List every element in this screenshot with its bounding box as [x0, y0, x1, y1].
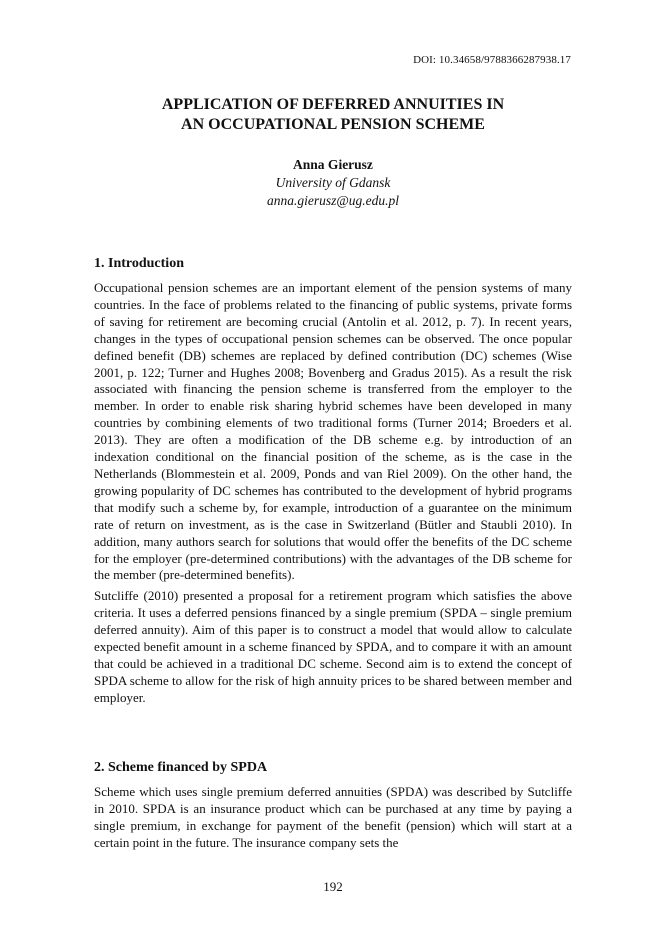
- doi-label: DOI: 10.34658/9788366287938.17: [413, 54, 571, 66]
- paper-title: [80, 95, 586, 135]
- section-heading-introduction: 1. Introduction: [94, 256, 184, 271]
- author-block: [80, 156, 586, 210]
- paragraph: Sutcliffe (2010) presented a proposal for a retirement program which satisfies the above criteria. It uses a deferred pensions financed by a single premium (SPDA – single premium deferred annuity). Aim of this paper is to construct a model that would allow to calculate expected benefit amount in a scheme financed by SPDA, and to compare it with an amount that could be achieved in a traditional DC scheme. Second aim is to extend the concept of SPDA scheme to allow for the risk of high annuity prices to be shared between member and employer.: [94, 588, 572, 705]
- scheme-body: [94, 784, 572, 852]
- title-line-2: AN OCCUPATIONAL PENSION SCHEME: [181, 116, 485, 133]
- author-email[interactable]: anna.gierusz@ug.edu.pl: [266, 193, 400, 208]
- title-line-1: APPLICATION OF DEFERRED ANNUITIES IN: [161, 96, 505, 113]
- section-heading-scheme-spda: 2. Scheme financed by SPDA: [94, 760, 268, 775]
- introduction-body: [94, 280, 572, 707]
- author-name: Anna Gierusz: [293, 157, 373, 172]
- author-affiliation: University of Gdansk: [275, 175, 391, 190]
- page-number: 192: [323, 879, 343, 894]
- paragraph: Scheme which uses single premium deferred annuities (SPDA) was described by Sutcliffe in 2010. SPDA is an insurance product which can be purchased at any time by paying a single premium, in exchange for payment of the benefit (pension) which will start at a certain point in the future. The insurance company sets the: [94, 784, 572, 850]
- paragraph: Occupational pension schemes are an important element of the pension systems of many countries. In the face of problems related to the financing of public systems, private forms of saving for retirement are becoming crucial (Antolin et al. 2012, p. 7). In recent years, changes in the types of occupational pension schemes can be observed. The once popular defined benefit (DB) schemes are replaced by defined contribution (DC) schemes (Wise 2001, p. 122; Turner and Hughes 2008; Bovenberg and Gradus 2015). As a result the risk associated with financing the pension scheme is transferred from the employer to the member. In order to enable risk sharing hybrid schemes have been developed in many countries by combining elements of two traditional forms (Turner 2014; Broeders et al. 2013). They are often a modification of the DB scheme e.g. by introduction of an indexation conditional on the financial position of the scheme, as is the case in the Netherlands (Blommestein et al. 2009, Ponds and van Riel 2009). On the other hand, the growing popularity of DC schemes has contributed to the development of hybrid programs that modify such a scheme by, for example, introduction of a guarantee on the minimum rate of return on investment, as is the case in Switzerland (Bütler and Staubli 2010). In addition, many authors search for solutions that would offer the benefits of the DC scheme for the employer (pre-determined contributions) with the advantages of the DB scheme for the member (pre-determined benefits).: [94, 280, 572, 583]
